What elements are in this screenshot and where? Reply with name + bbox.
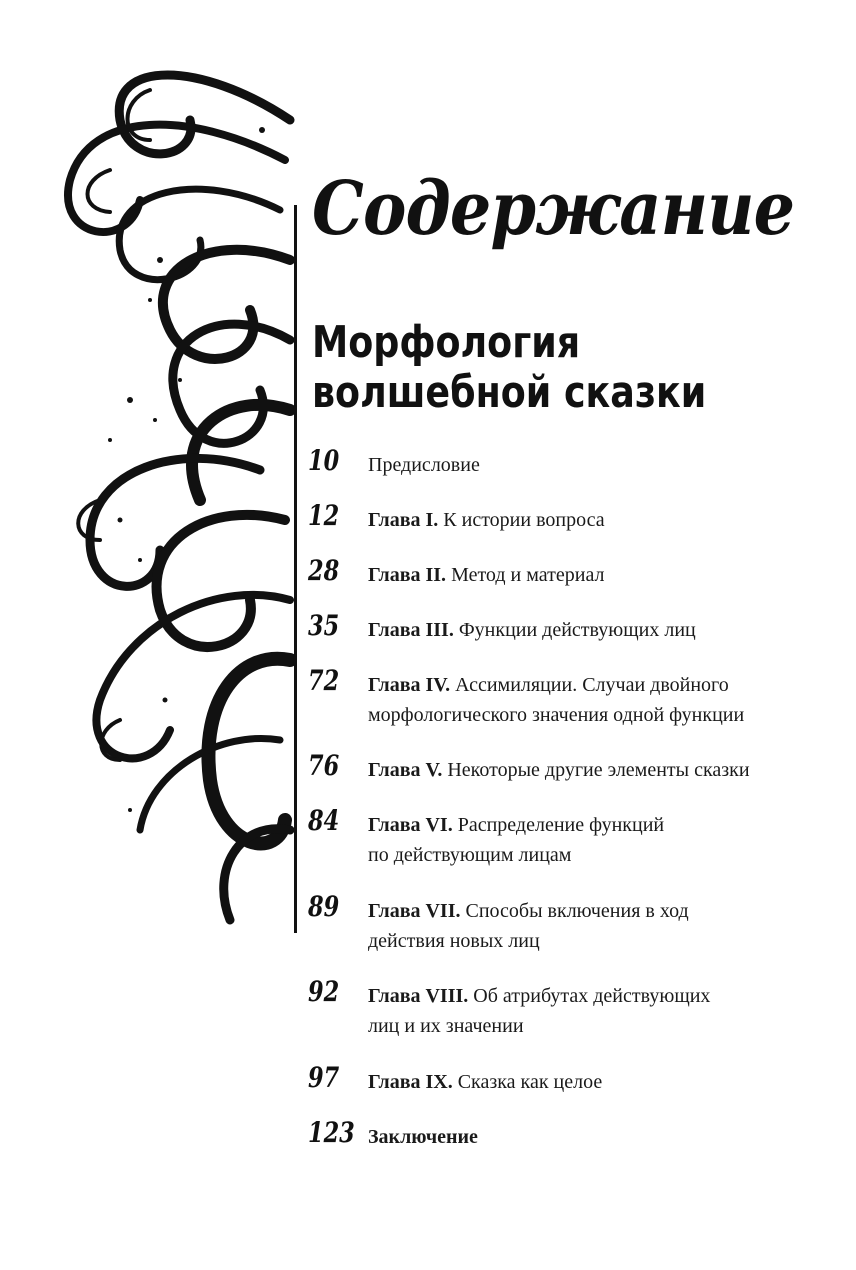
page-number: 72 xyxy=(308,664,340,697)
page-number: 28 xyxy=(308,554,340,587)
page-number: 89 xyxy=(308,890,340,923)
entry-title-continued: по действующим лицам xyxy=(368,844,572,866)
page-number: 10 xyxy=(308,444,340,477)
page-number: 12 xyxy=(308,499,340,532)
page-number: 35 xyxy=(308,609,340,642)
entry-title: Способы включения в ход xyxy=(465,900,689,922)
entry-title: Метод и материал xyxy=(451,564,605,586)
chapter-label: Глава VIII. xyxy=(368,985,469,1007)
chapter-label: Глава III. xyxy=(368,619,454,641)
page-number: 123 xyxy=(308,1116,355,1149)
book-title-line-2: волшебной сказки xyxy=(312,367,707,418)
chapter-label: Глава IX. xyxy=(368,1071,453,1093)
chapter-label: Глава IV. xyxy=(368,674,451,696)
entry-title-continued: лиц и их значении xyxy=(368,1015,524,1037)
chapter-label: Глава V. xyxy=(368,759,443,781)
entry-title: Ассимиляции. Случаи двойного xyxy=(455,674,729,696)
page-heading: Содержание xyxy=(312,166,795,252)
chapter-label: Глава VI. xyxy=(368,814,453,836)
entry-title: Функции действующих лиц xyxy=(458,619,696,641)
chapter-label: Глава VII. xyxy=(368,900,461,922)
page-number: 84 xyxy=(308,804,340,837)
entry-title: Некоторые другие элементы сказки xyxy=(447,759,750,781)
chapter-label: Заключение xyxy=(368,1126,478,1148)
page-number: 92 xyxy=(308,975,340,1008)
entry-title: Распределение функций xyxy=(457,814,665,836)
entry-title: Предисловие xyxy=(368,454,480,476)
chapter-label: Глава II. xyxy=(368,564,447,586)
book-title-line-1: Морфология xyxy=(312,317,581,368)
entry-title: К истории вопроса xyxy=(443,509,605,531)
page-number: 97 xyxy=(308,1061,340,1094)
entry-title: Об атрибутах действующих xyxy=(473,985,711,1007)
entry-title-continued: морфологического значения одной функции xyxy=(368,704,745,726)
chapter-label: Глава I. xyxy=(368,509,439,531)
entry-title-continued: действия новых лиц xyxy=(368,930,540,952)
page-number: 76 xyxy=(308,749,340,782)
entry-title: Сказка как целое xyxy=(457,1071,603,1093)
